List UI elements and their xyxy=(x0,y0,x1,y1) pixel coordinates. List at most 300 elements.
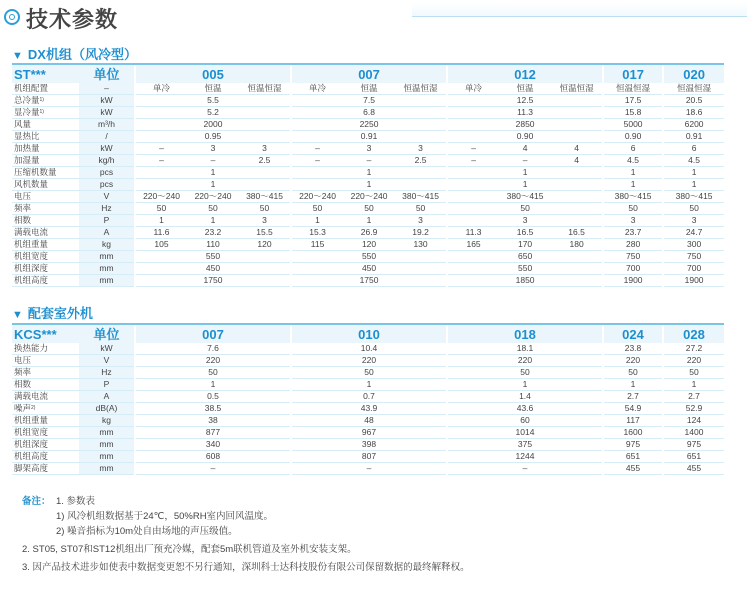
unit-cell: kW xyxy=(79,343,135,355)
row-label-text: 机组重量 xyxy=(14,415,49,425)
value-cell: 380～415 xyxy=(239,191,291,203)
table-row xyxy=(12,439,724,451)
dx-spec-table xyxy=(12,63,724,287)
row-label-text: 电压 xyxy=(14,355,32,365)
config-cell: 恒温 xyxy=(187,83,239,95)
value-cell: 60 xyxy=(447,415,603,427)
column-header: 028 xyxy=(663,324,724,343)
column-header: 017 xyxy=(603,64,663,83)
value-cell: 3 xyxy=(395,143,447,155)
value-cell: – xyxy=(187,155,239,167)
value-cell: 1 xyxy=(603,179,663,191)
value-cell: – xyxy=(291,155,343,167)
column-header: 007 xyxy=(291,64,447,83)
column-header: 007 xyxy=(135,324,291,343)
row-label xyxy=(12,155,79,167)
value-cell: 50 xyxy=(187,203,239,215)
row-label-text: 满载电流 xyxy=(14,227,49,237)
value-cell: 700 xyxy=(603,263,663,275)
value-cell: 110 xyxy=(187,239,239,251)
value-cell: 5.2 xyxy=(135,107,291,119)
unit-cell: m³/h xyxy=(79,119,135,131)
value-cell: 50 xyxy=(603,203,663,215)
value-cell: 220 xyxy=(291,355,447,367)
row-label-text: 脚架高度 xyxy=(14,463,49,473)
table-row xyxy=(12,107,724,119)
value-cell: 1 xyxy=(135,167,291,179)
value-cell: 1 xyxy=(447,379,603,391)
row-label-text: 加湿量 xyxy=(14,155,40,165)
unit-cell: dB(A) xyxy=(79,403,135,415)
row-label-text: 机组深度 xyxy=(14,263,49,273)
value-cell: 455 xyxy=(663,463,724,475)
value-cell: 54.9 xyxy=(603,403,663,415)
value-cell: 5000 xyxy=(603,119,663,131)
value-cell: – xyxy=(447,155,499,167)
unit-cell: mm xyxy=(79,439,135,451)
value-cell: 43.6 xyxy=(447,403,603,415)
row-label xyxy=(12,167,79,179)
value-cell: 1750 xyxy=(135,275,291,287)
config-cell: 恒温恒湿 xyxy=(395,83,447,95)
column-header: KCS*** xyxy=(12,324,79,343)
value-cell: 50 xyxy=(291,367,447,379)
table-row xyxy=(12,215,724,227)
value-cell: 550 xyxy=(291,251,447,263)
row-label-text: 噪声 xyxy=(14,403,32,413)
triangle-down-icon: ▼ xyxy=(12,309,23,321)
column-header: 005 xyxy=(135,64,291,83)
value-cell: 50 xyxy=(135,367,291,379)
row-label-text: 机组宽度 xyxy=(14,427,49,437)
value-cell: 4 xyxy=(551,143,603,155)
value-cell: 3 xyxy=(343,143,395,155)
value-cell: 220～240 xyxy=(187,191,239,203)
unit-cell: V xyxy=(79,191,135,203)
value-cell: 7.5 xyxy=(291,95,447,107)
value-cell: 50 xyxy=(663,203,724,215)
value-cell: 26.9 xyxy=(343,227,395,239)
value-cell: 975 xyxy=(603,439,663,451)
row-label-text: 加热量 xyxy=(14,143,40,153)
config-cell: 单冷 xyxy=(447,83,499,95)
value-cell: 380～415 xyxy=(395,191,447,203)
value-cell: 450 xyxy=(291,263,447,275)
value-cell: 877 xyxy=(135,427,291,439)
unit-cell: A xyxy=(79,391,135,403)
row-label xyxy=(12,403,79,415)
value-cell: 165 xyxy=(447,239,499,251)
value-cell: 455 xyxy=(603,463,663,475)
row-label-text: 机组高度 xyxy=(14,451,49,461)
table-row xyxy=(12,451,724,463)
page-title: 技术参数 xyxy=(26,7,119,32)
row-label xyxy=(12,251,79,263)
unit-cell: A xyxy=(79,227,135,239)
column-header: 012 xyxy=(447,64,603,83)
value-cell: 117 xyxy=(603,415,663,427)
value-cell: 651 xyxy=(663,451,724,463)
value-cell: 15.5 xyxy=(239,227,291,239)
row-label xyxy=(12,379,79,391)
value-cell: 19.2 xyxy=(395,227,447,239)
table-row xyxy=(12,275,724,287)
table-row xyxy=(12,155,724,167)
value-cell: 1 xyxy=(135,215,187,227)
value-cell: 1900 xyxy=(663,275,724,287)
unit-cell: P xyxy=(79,215,135,227)
row-label xyxy=(12,131,79,143)
value-cell: 380～415 xyxy=(663,191,724,203)
footnote-marker: 1) xyxy=(39,97,44,103)
row-label-text: 频率 xyxy=(14,203,32,213)
value-cell: 1 xyxy=(603,167,663,179)
unit-cell: pcs xyxy=(79,167,135,179)
value-cell: 0.91 xyxy=(663,131,724,143)
value-cell: 750 xyxy=(663,251,724,263)
header-decoration xyxy=(412,2,747,17)
value-cell: 2000 xyxy=(135,119,291,131)
value-cell: 1 xyxy=(447,179,603,191)
value-cell: 12.5 xyxy=(447,95,603,107)
value-cell: 220～240 xyxy=(291,191,343,203)
note-line: 1. 参数表 xyxy=(56,496,96,507)
value-cell: 608 xyxy=(135,451,291,463)
value-cell: 4.5 xyxy=(603,155,663,167)
value-cell: 120 xyxy=(239,239,291,251)
value-cell: 50 xyxy=(663,367,724,379)
unit-cell: mm xyxy=(79,463,135,475)
value-cell: – xyxy=(135,463,291,475)
footnote-marker: 2) xyxy=(31,405,36,411)
value-cell: 450 xyxy=(135,263,291,275)
table-row xyxy=(12,167,724,179)
unit-cell: mm xyxy=(79,251,135,263)
value-cell: 1 xyxy=(663,379,724,391)
value-cell: 1 xyxy=(291,167,447,179)
value-cell: 27.2 xyxy=(663,343,724,355)
value-cell: 50 xyxy=(395,203,447,215)
row-label-text: 风量 xyxy=(14,119,32,129)
value-cell: 967 xyxy=(291,427,447,439)
row-label xyxy=(12,203,79,215)
row-label xyxy=(12,191,79,203)
value-cell: 50 xyxy=(603,367,663,379)
config-cell: 恒温恒湿 xyxy=(239,83,291,95)
row-label-text: 相数 xyxy=(14,379,32,389)
footnote-marker: 1) xyxy=(39,109,44,115)
unit-cell: Hz xyxy=(79,367,135,379)
row-label xyxy=(12,343,79,355)
row-label xyxy=(12,451,79,463)
table-row xyxy=(12,415,724,427)
value-cell: 220 xyxy=(135,355,291,367)
value-cell: 550 xyxy=(135,251,291,263)
value-cell: 16.5 xyxy=(499,227,551,239)
row-label-text: 机组深度 xyxy=(14,439,49,449)
column-header: 018 xyxy=(447,324,603,343)
value-cell: 1400 xyxy=(663,427,724,439)
value-cell: 1850 xyxy=(447,275,603,287)
row-label-text: 显热比 xyxy=(14,131,40,141)
row-label xyxy=(12,179,79,191)
row-label xyxy=(12,263,79,275)
row-label-text: 电压 xyxy=(14,191,32,201)
value-cell: 0.5 xyxy=(135,391,291,403)
value-cell: 15.3 xyxy=(291,227,343,239)
row-label xyxy=(12,95,79,107)
section-title-dx: ▼ DX机组（风冷型） xyxy=(12,47,137,62)
row-label xyxy=(12,355,79,367)
unit-cell: kW xyxy=(79,95,135,107)
value-cell: 3 xyxy=(447,215,603,227)
value-cell: 6.8 xyxy=(291,107,447,119)
value-cell: 18.1 xyxy=(447,343,603,355)
value-cell: 398 xyxy=(291,439,447,451)
note-line: 2) 噪音指标为10m处自由场地的声压级值。 xyxy=(56,526,238,537)
note-line: 2. ST05, ST07和ST12机组出厂预充冷媒，配套5m联机管道及室外机安装支架。 xyxy=(22,544,357,555)
config-cell: 恒温恒湿 xyxy=(551,83,603,95)
value-cell: 170 xyxy=(499,239,551,251)
value-cell: 10.4 xyxy=(291,343,447,355)
value-cell: 124 xyxy=(663,415,724,427)
unit-cell: kg/h xyxy=(79,155,135,167)
value-cell: 380～415 xyxy=(447,191,603,203)
value-cell: 38 xyxy=(135,415,291,427)
value-cell: 300 xyxy=(663,239,724,251)
value-cell: 1 xyxy=(291,215,343,227)
value-cell: 750 xyxy=(603,251,663,263)
value-cell: – xyxy=(291,463,447,475)
value-cell: 6 xyxy=(663,143,724,155)
value-cell: 43.9 xyxy=(291,403,447,415)
column-header: 单位 xyxy=(79,324,135,343)
value-cell: 17.5 xyxy=(603,95,663,107)
value-cell: 20.5 xyxy=(663,95,724,107)
column-header: 010 xyxy=(291,324,447,343)
value-cell: 380～415 xyxy=(603,191,663,203)
value-cell: – xyxy=(343,155,395,167)
value-cell: 3 xyxy=(239,215,291,227)
value-cell: 220～240 xyxy=(135,191,187,203)
value-cell: 7.6 xyxy=(135,343,291,355)
notes-label: 备注： xyxy=(22,496,51,507)
row-label-text: 显冷量 xyxy=(14,107,40,117)
value-cell: 120 xyxy=(343,239,395,251)
value-cell: 48 xyxy=(291,415,447,427)
value-cell: 1244 xyxy=(447,451,603,463)
unit-cell: kg xyxy=(79,239,135,251)
unit-cell: Hz xyxy=(79,203,135,215)
value-cell: 1 xyxy=(291,379,447,391)
row-label-text: 压缩机数量 xyxy=(14,167,57,177)
value-cell: 4.5 xyxy=(663,155,724,167)
row-label-text: 总冷量 xyxy=(14,95,40,105)
table-row xyxy=(12,191,724,203)
value-cell: 50 xyxy=(239,203,291,215)
value-cell: 2850 xyxy=(447,119,603,131)
row-label: 机组配置 xyxy=(12,83,79,95)
table-row xyxy=(12,263,724,275)
value-cell: 2.5 xyxy=(239,155,291,167)
value-cell: 1900 xyxy=(603,275,663,287)
table-row xyxy=(12,391,724,403)
row-label-text: 机组高度 xyxy=(14,275,49,285)
bullet-circle-icon xyxy=(4,9,20,25)
value-cell: 1 xyxy=(603,379,663,391)
table-row xyxy=(12,143,724,155)
value-cell: 1014 xyxy=(447,427,603,439)
config-cell: 恒温 xyxy=(499,83,551,95)
value-cell: 1600 xyxy=(603,427,663,439)
value-cell: 6 xyxy=(603,143,663,155)
unit-cell: pcs xyxy=(79,179,135,191)
value-cell: – xyxy=(291,143,343,155)
unit-cell: kW xyxy=(79,143,135,155)
table-row xyxy=(12,367,724,379)
value-cell: 3 xyxy=(187,143,239,155)
value-cell: 1 xyxy=(135,379,291,391)
value-cell: 1750 xyxy=(291,275,447,287)
value-cell: 38.5 xyxy=(135,403,291,415)
note-line: 3. 因产品技术进步如使表中数据变更恕不另行通知，深圳科士达科技股份有限公司保留数据的最终解释权。 xyxy=(22,562,470,573)
table-row xyxy=(12,95,724,107)
value-cell: 2.7 xyxy=(603,391,663,403)
column-header: 020 xyxy=(663,64,724,83)
row-label xyxy=(12,415,79,427)
value-cell: 3 xyxy=(603,215,663,227)
config-cell: 单冷 xyxy=(135,83,187,95)
unit-cell: mm xyxy=(79,275,135,287)
unit-cell: V xyxy=(79,355,135,367)
value-cell: 651 xyxy=(603,451,663,463)
value-cell: 11.3 xyxy=(447,227,499,239)
value-cell: 340 xyxy=(135,439,291,451)
value-cell: 50 xyxy=(447,203,603,215)
table-header-row xyxy=(12,64,724,83)
value-cell: 220 xyxy=(663,355,724,367)
config-cell: 恒温恒湿 xyxy=(663,83,724,95)
row-label xyxy=(12,463,79,475)
value-cell: 130 xyxy=(395,239,447,251)
row-label xyxy=(12,107,79,119)
value-cell: 2250 xyxy=(291,119,447,131)
table-row xyxy=(12,251,724,263)
row-label-text: 频率 xyxy=(14,367,32,377)
value-cell: 4 xyxy=(499,143,551,155)
value-cell: 52.9 xyxy=(663,403,724,415)
value-cell: 23.2 xyxy=(187,227,239,239)
config-cell: 单冷 xyxy=(291,83,343,95)
value-cell: 1 xyxy=(343,215,395,227)
value-cell: 50 xyxy=(135,203,187,215)
unit-cell: mm xyxy=(79,451,135,463)
value-cell: 0.90 xyxy=(447,131,603,143)
value-cell: – xyxy=(447,463,603,475)
table-row xyxy=(12,203,724,215)
value-cell: 807 xyxy=(291,451,447,463)
row-label xyxy=(12,275,79,287)
table-row xyxy=(12,463,724,475)
value-cell: 50 xyxy=(447,367,603,379)
config-cell: – xyxy=(79,83,135,95)
row-label-text: 风机数量 xyxy=(14,179,49,189)
config-row xyxy=(12,83,724,95)
note-line: 1) 风冷机组数据基于24℃，50%RH室内回风温度。 xyxy=(56,511,274,522)
table-row xyxy=(12,119,724,131)
unit-cell: mm xyxy=(79,427,135,439)
value-cell: 15.8 xyxy=(603,107,663,119)
value-cell: 2.7 xyxy=(663,391,724,403)
unit-cell: mm xyxy=(79,263,135,275)
outdoor-spec-table xyxy=(12,323,724,475)
row-label xyxy=(12,427,79,439)
value-cell: 1 xyxy=(187,215,239,227)
row-label xyxy=(12,439,79,451)
value-cell: 550 xyxy=(447,263,603,275)
table-row xyxy=(12,239,724,251)
value-cell: 1 xyxy=(291,179,447,191)
value-cell: 18.6 xyxy=(663,107,724,119)
value-cell: 50 xyxy=(343,203,395,215)
value-cell: – xyxy=(499,155,551,167)
row-label-text: 机组宽度 xyxy=(14,251,49,261)
value-cell: 4 xyxy=(551,155,603,167)
value-cell: 375 xyxy=(447,439,603,451)
value-cell: 23.8 xyxy=(603,343,663,355)
table-row xyxy=(12,131,724,143)
value-cell: 220 xyxy=(603,355,663,367)
value-cell: 3 xyxy=(395,215,447,227)
value-cell: 5.5 xyxy=(135,95,291,107)
value-cell: 11.3 xyxy=(447,107,603,119)
row-label-text: 换热能力 xyxy=(14,343,49,353)
value-cell: 180 xyxy=(551,239,603,251)
value-cell: 1 xyxy=(663,179,724,191)
row-label xyxy=(12,239,79,251)
value-cell: 23.7 xyxy=(603,227,663,239)
value-cell: – xyxy=(135,155,187,167)
value-cell: – xyxy=(135,143,187,155)
page-header xyxy=(4,2,746,34)
value-cell: 700 xyxy=(663,263,724,275)
row-label-text: 相数 xyxy=(14,215,32,225)
unit-cell: kW xyxy=(79,107,135,119)
value-cell: 105 xyxy=(135,239,187,251)
value-cell: 16.5 xyxy=(551,227,603,239)
table-row xyxy=(12,179,724,191)
unit-cell: P xyxy=(79,379,135,391)
value-cell: 50 xyxy=(291,203,343,215)
value-cell: 280 xyxy=(603,239,663,251)
table-row xyxy=(12,427,724,439)
value-cell: 220～240 xyxy=(343,191,395,203)
value-cell: 220 xyxy=(447,355,603,367)
row-label xyxy=(12,391,79,403)
value-cell: 24.7 xyxy=(663,227,724,239)
section-title-outdoor: ▼ 配套室外机 xyxy=(12,306,93,321)
row-label xyxy=(12,143,79,155)
value-cell: 0.91 xyxy=(291,131,447,143)
config-cell: 恒温 xyxy=(343,83,395,95)
column-header: ST*** xyxy=(12,64,79,83)
row-label xyxy=(12,119,79,131)
column-header: 024 xyxy=(603,324,663,343)
value-cell: 1 xyxy=(663,167,724,179)
value-cell: 3 xyxy=(239,143,291,155)
value-cell: 0.95 xyxy=(135,131,291,143)
column-header: 单位 xyxy=(79,64,135,83)
